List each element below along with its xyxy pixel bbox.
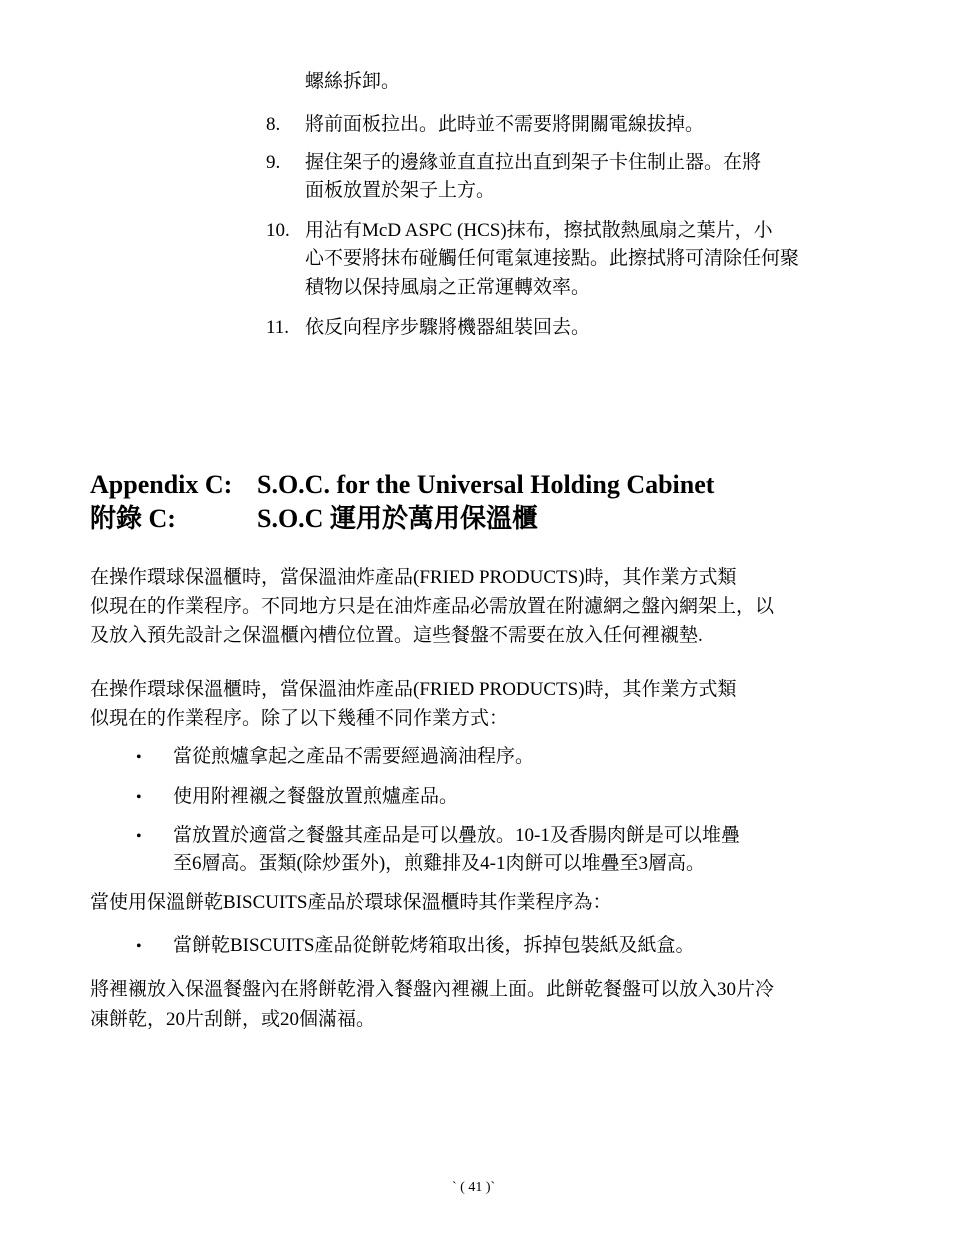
paragraph-line: 在操作環球保溫櫃時，當保溫油炸產品(FRIED PRODUCTS)時，其作業方式類 bbox=[90, 567, 737, 588]
appendix-title-en: S.O.C. for the Universal Holding Cabinet bbox=[257, 470, 715, 499]
step-number: 8. bbox=[266, 114, 281, 135]
step-continuation: 螺絲拆卸。 bbox=[305, 71, 401, 92]
bullet-text: 當餅乾BISCUITS產品從餅乾烤箱取出後，拆掉包裝紙及紙盒。 bbox=[173, 935, 695, 956]
step-number: 10. bbox=[266, 220, 290, 241]
paragraph-line: 當使用保溫餅乾BISCUITS產品於環球保溫櫃時其作業程序為： bbox=[90, 892, 612, 913]
bullet-icon: • bbox=[136, 749, 142, 766]
appendix-title-zh: S.O.C 運用於萬用保溫櫃 bbox=[257, 504, 538, 533]
bullet-text: 至6層高。蛋類(除炒蛋外)，煎雞排及4-1肉餅可以堆疊至3層高。 bbox=[173, 853, 705, 874]
step-text: 將前面板拉出。此時並不需要將開關電線拔掉。 bbox=[305, 114, 705, 135]
step-text: 面板放置於架子上方。 bbox=[305, 180, 496, 201]
paragraph-line: 將裡襯放入保溫餐盤內在將餅乾滑入餐盤內裡襯上面。此餅乾餐盤可以放入30片冷 bbox=[90, 979, 775, 1000]
bullet-text: 使用附裡襯之餐盤放置煎爐產品。 bbox=[173, 786, 459, 807]
bullet-icon: • bbox=[136, 938, 142, 955]
paragraph-line: 似現在的作業程序。除了以下幾種不同作業方式： bbox=[90, 708, 509, 729]
bullet-icon: • bbox=[136, 789, 142, 806]
paragraph-line: 及放入預先設計之保溫櫃內槽位位置。這些餐盤不需要在放入任何裡襯墊. bbox=[90, 625, 703, 646]
step-number: 9. bbox=[266, 152, 281, 173]
bullet-icon: • bbox=[136, 828, 142, 845]
step-text: 心不要將抹布碰觸任何電氣連接點。此擦拭將可清除任何聚 bbox=[305, 248, 800, 269]
step-text: 用沾有McD ASPC (HCS)抹布，擦拭散熱風扇之葉片，小 bbox=[305, 220, 773, 241]
paragraph-line: 似現在的作業程序。不同地方只是在油炸產品必需放置在附濾網之盤內網架上，以 bbox=[90, 596, 775, 617]
step-text: 依反向程序步驟將機器組裝回去。 bbox=[305, 317, 591, 338]
appendix-label-zh: 附錄 C: bbox=[90, 504, 176, 533]
paragraph-line: 在操作環球保溫櫃時，當保溫油炸產品(FRIED PRODUCTS)時，其作業方式類 bbox=[90, 679, 737, 700]
step-number: 11. bbox=[266, 317, 290, 338]
step-text: 積物以保持風扇之正常運轉效率。 bbox=[305, 277, 591, 298]
page-number: ` ( 41 )` bbox=[452, 1180, 496, 1195]
bullet-text: 當放置於適當之餐盤其產品是可以疊放。10-1及香腸肉餅是可以堆疊 bbox=[173, 825, 740, 846]
paragraph-line: 凍餅乾，20片刮餅，或20個滿福。 bbox=[90, 1009, 376, 1030]
bullet-text: 當從煎爐拿起之產品不需要經過滴油程序。 bbox=[173, 746, 535, 767]
appendix-label-en: Appendix C: bbox=[90, 470, 233, 499]
step-text: 握住架子的邊緣並直直拉出直到架子卡住制止器。在將 bbox=[305, 152, 762, 173]
